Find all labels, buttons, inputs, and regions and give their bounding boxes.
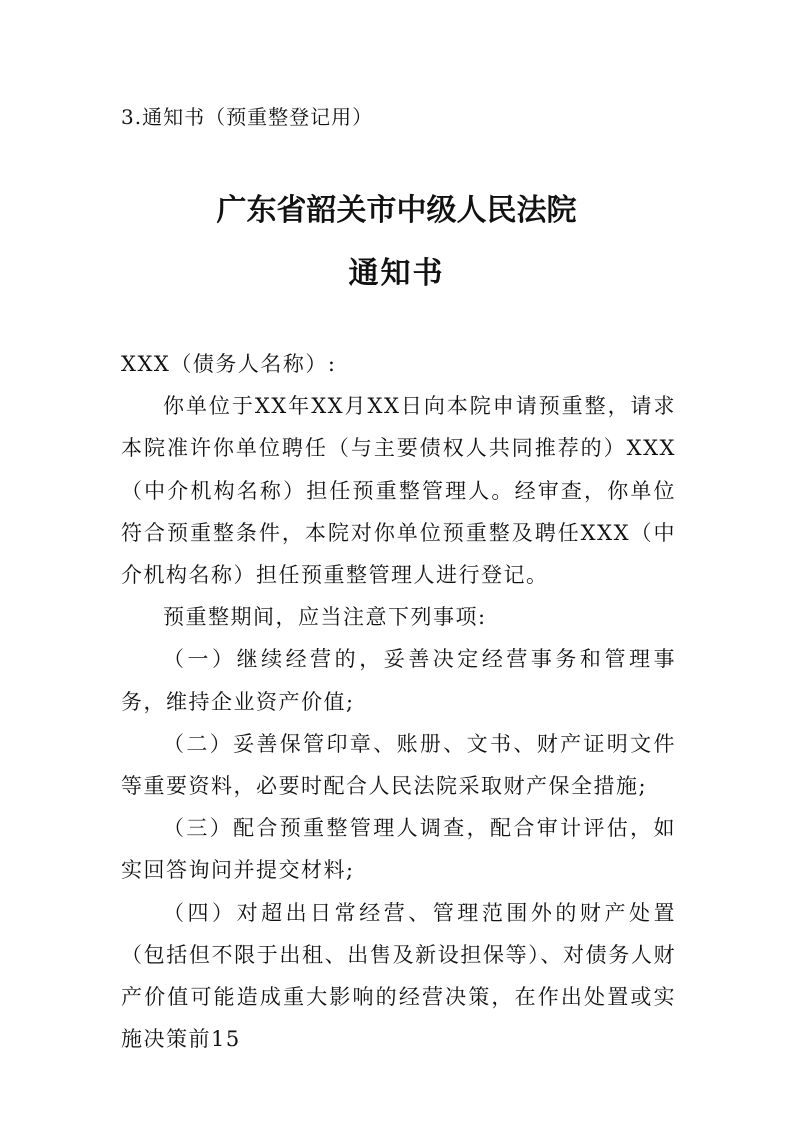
attachment-heading: 3.通知书（预重整登记用） bbox=[121, 105, 374, 129]
document-body bbox=[121, 343, 676, 1060]
court-name-title: 广东省韶关市中级人民法院 bbox=[216, 193, 577, 228]
paragraph-item-3: （三）配合预重整管理人调查，配合审计评估，如实回答询问并提交材料; bbox=[121, 816, 676, 883]
paragraph-item-4: （四）对超出日常经营、管理范围外的财产处置（包括但不限于出租、出售及新设担保等）、对债务人财产价值可能造成重大影响的经营决策，在作出处置或实施决策前15 bbox=[121, 900, 676, 1052]
paragraph-item-2: （二）妥善保管印章、账册、文书、财产证明文件等重要资料，必要时配合人民法院采取财产保全措施; bbox=[121, 731, 676, 799]
paragraph-registration: 你单位于XX年XX月XX日向本院申请预重整，请求本院准许你单位聘任（与主要债权人共同推荐的）XXX（中介机构名称）担任预重整管理人。经审查，你单位符合预重整条件，本院对你单位预重整及聘任XXX（中介机构名称）担任预重整管理人进行登记。 bbox=[121, 394, 676, 588]
paragraph-item-1: （一）继续经营的，妥善决定经营事务和管理事务，维持企业资产价值; bbox=[121, 647, 676, 714]
addressee-line: XXX（债务人名称）: bbox=[121, 352, 337, 376]
paragraph-notice-intro: 预重整期间，应当注意下列事项: bbox=[163, 605, 487, 630]
document-title: 通知书 bbox=[348, 256, 445, 291]
